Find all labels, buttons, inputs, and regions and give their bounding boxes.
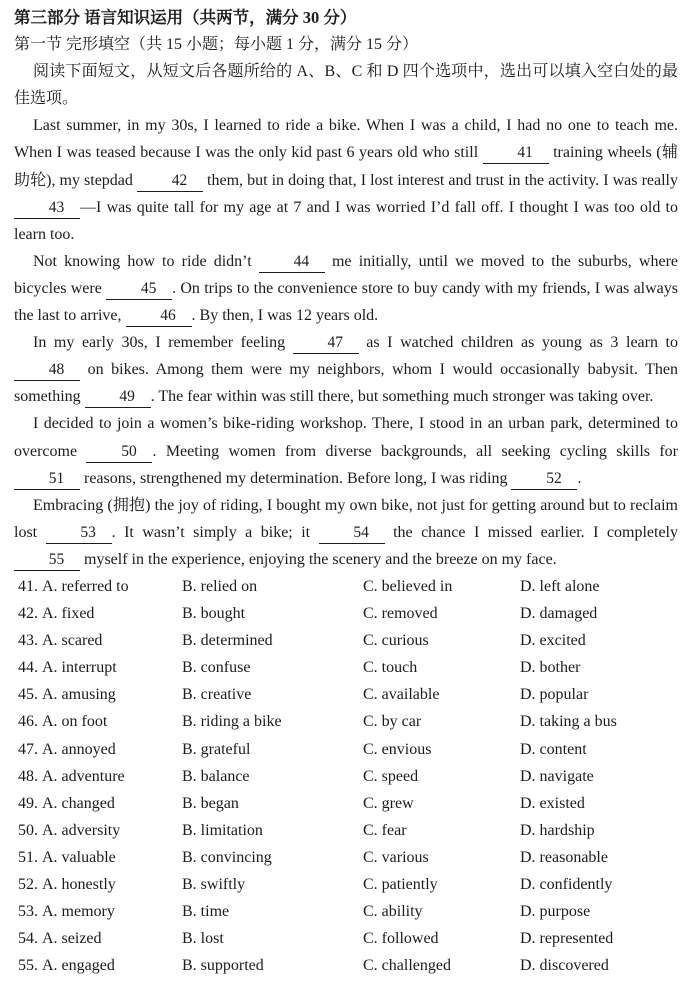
option-b: B. supported bbox=[182, 957, 264, 975]
option-b: B. creative bbox=[182, 686, 252, 704]
cloze-blank-49: 49 bbox=[85, 387, 151, 408]
cloze-blank-48: 48 bbox=[14, 360, 80, 381]
cloze-blank-50: 50 bbox=[86, 442, 152, 463]
option-a: A. referred to bbox=[42, 577, 129, 595]
option-a: A. valuable bbox=[42, 848, 116, 866]
passage-paragraph-4: I decided to join a women’s bike-riding workshop. There, I stood in an urban park, determined to overcome 50 . Meeting women from diverse backgrounds, all seeking cycling skills for 51 reasons, strengthened my determination. Before long, I was riding 52 . bbox=[14, 410, 678, 491]
option-d: D. bother bbox=[520, 659, 581, 677]
cloze-blank-41: 41 bbox=[483, 143, 549, 164]
option-d: D. hardship bbox=[520, 821, 595, 839]
option-a: A. honestly bbox=[42, 876, 116, 893]
option-c: C. ability bbox=[363, 903, 423, 921]
option-a: A. seized bbox=[42, 930, 102, 948]
option-a: A. fixed bbox=[42, 605, 95, 623]
question-number: 43. bbox=[18, 632, 38, 650]
question-number: 54. bbox=[18, 930, 38, 948]
cloze-blank-51: 51 bbox=[14, 469, 80, 490]
question-number: 49. bbox=[18, 794, 38, 812]
cloze-blank-45: 45 bbox=[106, 279, 172, 300]
option-row-53 bbox=[18, 898, 678, 925]
instructions-text: 阅读下面短文，从短文后各题所给的 A、B、C 和 D 四个选项中，选出可以填入空白处的最佳选项。 bbox=[14, 63, 678, 108]
passage-paragraph-5: Embracing (拥抱) the joy of riding, I bought my own bike, not just for getting around but to reclaim lost 53 . It wasn’t simply a bike; it 54 the chance I missed earlier. I completely 55 myself in the experience, enjoying the scenery and the breeze on my face. bbox=[14, 492, 678, 573]
question-number: 47. bbox=[18, 740, 38, 758]
question-number: 46. bbox=[18, 713, 38, 731]
section-title: 第一节 完形填空（共 15 小题；每小题 1 分，满分 15 分） bbox=[14, 36, 419, 54]
option-a: A. adversity bbox=[42, 821, 121, 839]
option-a: A. engaged bbox=[42, 957, 115, 975]
question-number: 50. bbox=[18, 821, 38, 839]
option-row-41 bbox=[18, 573, 678, 600]
option-c: C. followed bbox=[363, 930, 439, 948]
option-row-45 bbox=[18, 681, 678, 708]
option-b: B. bought bbox=[182, 605, 246, 623]
option-b: B. grateful bbox=[182, 740, 251, 758]
option-b: B. time bbox=[182, 903, 230, 921]
option-b: B. balance bbox=[182, 767, 250, 785]
option-c: C. removed bbox=[363, 605, 438, 623]
option-c: C. challenged bbox=[363, 957, 451, 975]
option-c: C. envious bbox=[363, 740, 432, 758]
cloze-passage bbox=[14, 112, 678, 573]
option-a: A. on foot bbox=[42, 713, 108, 731]
option-c: C. grew bbox=[363, 794, 414, 812]
option-c: C. curious bbox=[363, 632, 429, 650]
option-a: A. changed bbox=[42, 794, 115, 812]
option-b: B. lost bbox=[182, 930, 224, 948]
option-row-55 bbox=[18, 952, 678, 979]
question-number: 41. bbox=[18, 577, 38, 595]
option-a: A. memory bbox=[42, 903, 115, 921]
option-d: D. content bbox=[520, 740, 587, 758]
option-d: D. damaged bbox=[520, 605, 598, 623]
cloze-blank-47: 47 bbox=[293, 333, 359, 354]
option-c: C. believed in bbox=[363, 577, 453, 595]
option-a: A. amusing bbox=[42, 686, 116, 704]
cloze-blank-55: 55 bbox=[14, 550, 80, 571]
question-number: 53. bbox=[18, 903, 38, 921]
passage-paragraph-1: Last summer, in my 30s, I learned to ride a bike. When I was a child, I had no one to teach me. When I was teased because I was the only kid past 6 years old who still 41 training wheels (辅助轮), my stepdad 42 them, but in doing that, I lost interest and trust in the activity. I was really 43 —I was quite tall for my age at 7 and I was worried I’d fall off. I thought I was too old to learn too. bbox=[14, 117, 678, 243]
part-title: 第三部分 语言知识运用（共两节，满分 30 分） bbox=[14, 8, 357, 27]
options-list bbox=[14, 573, 678, 979]
cloze-blank-44: 44 bbox=[259, 252, 325, 273]
option-d: D. popular bbox=[520, 686, 589, 704]
option-d: D. discovered bbox=[520, 957, 609, 975]
option-d: D. represented bbox=[520, 930, 614, 948]
option-b: B. convincing bbox=[182, 848, 272, 866]
question-number: 55. bbox=[18, 957, 38, 975]
option-c: C. by car bbox=[363, 713, 422, 731]
option-d: D. left alone bbox=[520, 577, 600, 595]
option-c: C. touch bbox=[363, 659, 418, 677]
cloze-blank-54: 54 bbox=[319, 523, 385, 544]
question-number: 51. bbox=[18, 848, 38, 866]
passage-paragraph-2: Not knowing how to ride didn’t 44 me initially, until we moved to the suburbs, where bicycles were 45 . On trips to the convenience store to buy candy with my friends, I was always the last to arrive, 46 . By then, I was 12 years old. bbox=[14, 248, 678, 329]
option-a: A. scared bbox=[42, 632, 103, 650]
option-d: D. purpose bbox=[520, 903, 591, 921]
option-a: A. annoyed bbox=[42, 740, 116, 758]
option-row-42 bbox=[18, 600, 678, 627]
option-row-51 bbox=[18, 844, 678, 871]
option-d: D. existed bbox=[520, 794, 585, 812]
cloze-blank-43: 43 bbox=[14, 198, 80, 219]
question-number: 42. bbox=[18, 605, 38, 623]
option-d: D. confidently bbox=[520, 876, 613, 893]
option-b: B. began bbox=[182, 794, 239, 812]
option-d: D. taking a bus bbox=[520, 713, 617, 731]
option-row-44 bbox=[18, 654, 678, 681]
option-row-48 bbox=[18, 763, 678, 790]
option-b: B. swiftly bbox=[182, 876, 246, 893]
option-c: C. available bbox=[363, 686, 440, 704]
option-row-49 bbox=[18, 790, 678, 817]
question-number: 52. bbox=[18, 876, 38, 893]
option-row-47 bbox=[18, 736, 678, 763]
cloze-blank-46: 46 bbox=[126, 306, 192, 327]
option-c: C. speed bbox=[363, 767, 419, 785]
option-row-52 bbox=[18, 871, 678, 898]
cloze-blank-42: 42 bbox=[137, 171, 203, 192]
option-b: B. determined bbox=[182, 632, 273, 650]
option-c: C. patiently bbox=[363, 876, 438, 893]
question-number: 44. bbox=[18, 659, 38, 677]
question-number: 48. bbox=[18, 767, 38, 785]
option-row-50 bbox=[18, 817, 678, 844]
option-d: D. navigate bbox=[520, 767, 594, 785]
option-b: B. riding a bike bbox=[182, 713, 282, 731]
option-d: D. excited bbox=[520, 632, 586, 650]
option-row-54 bbox=[18, 925, 678, 952]
option-c: C. fear bbox=[363, 821, 407, 839]
cloze-blank-52: 52 bbox=[511, 469, 577, 490]
option-d: D. reasonable bbox=[520, 848, 608, 866]
option-b: B. relied on bbox=[182, 577, 258, 595]
question-number: 45. bbox=[18, 686, 38, 704]
option-a: A. adventure bbox=[42, 767, 125, 785]
cloze-blank-53: 53 bbox=[46, 523, 112, 544]
option-b: B. limitation bbox=[182, 821, 263, 839]
option-b: B. confuse bbox=[182, 659, 251, 677]
option-a: A. interrupt bbox=[42, 659, 117, 677]
option-row-43 bbox=[18, 627, 678, 654]
passage-paragraph-3: In my early 30s, I remember feeling 47 as I watched children as young as 3 learn to 48 on bikes. Among them were my neighbors, whom I would occasionally babysit. Then something 49 . The fear within was still there, but something much stronger was taking over. bbox=[14, 329, 678, 410]
option-row-46 bbox=[18, 708, 678, 735]
option-c: C. various bbox=[363, 848, 429, 866]
